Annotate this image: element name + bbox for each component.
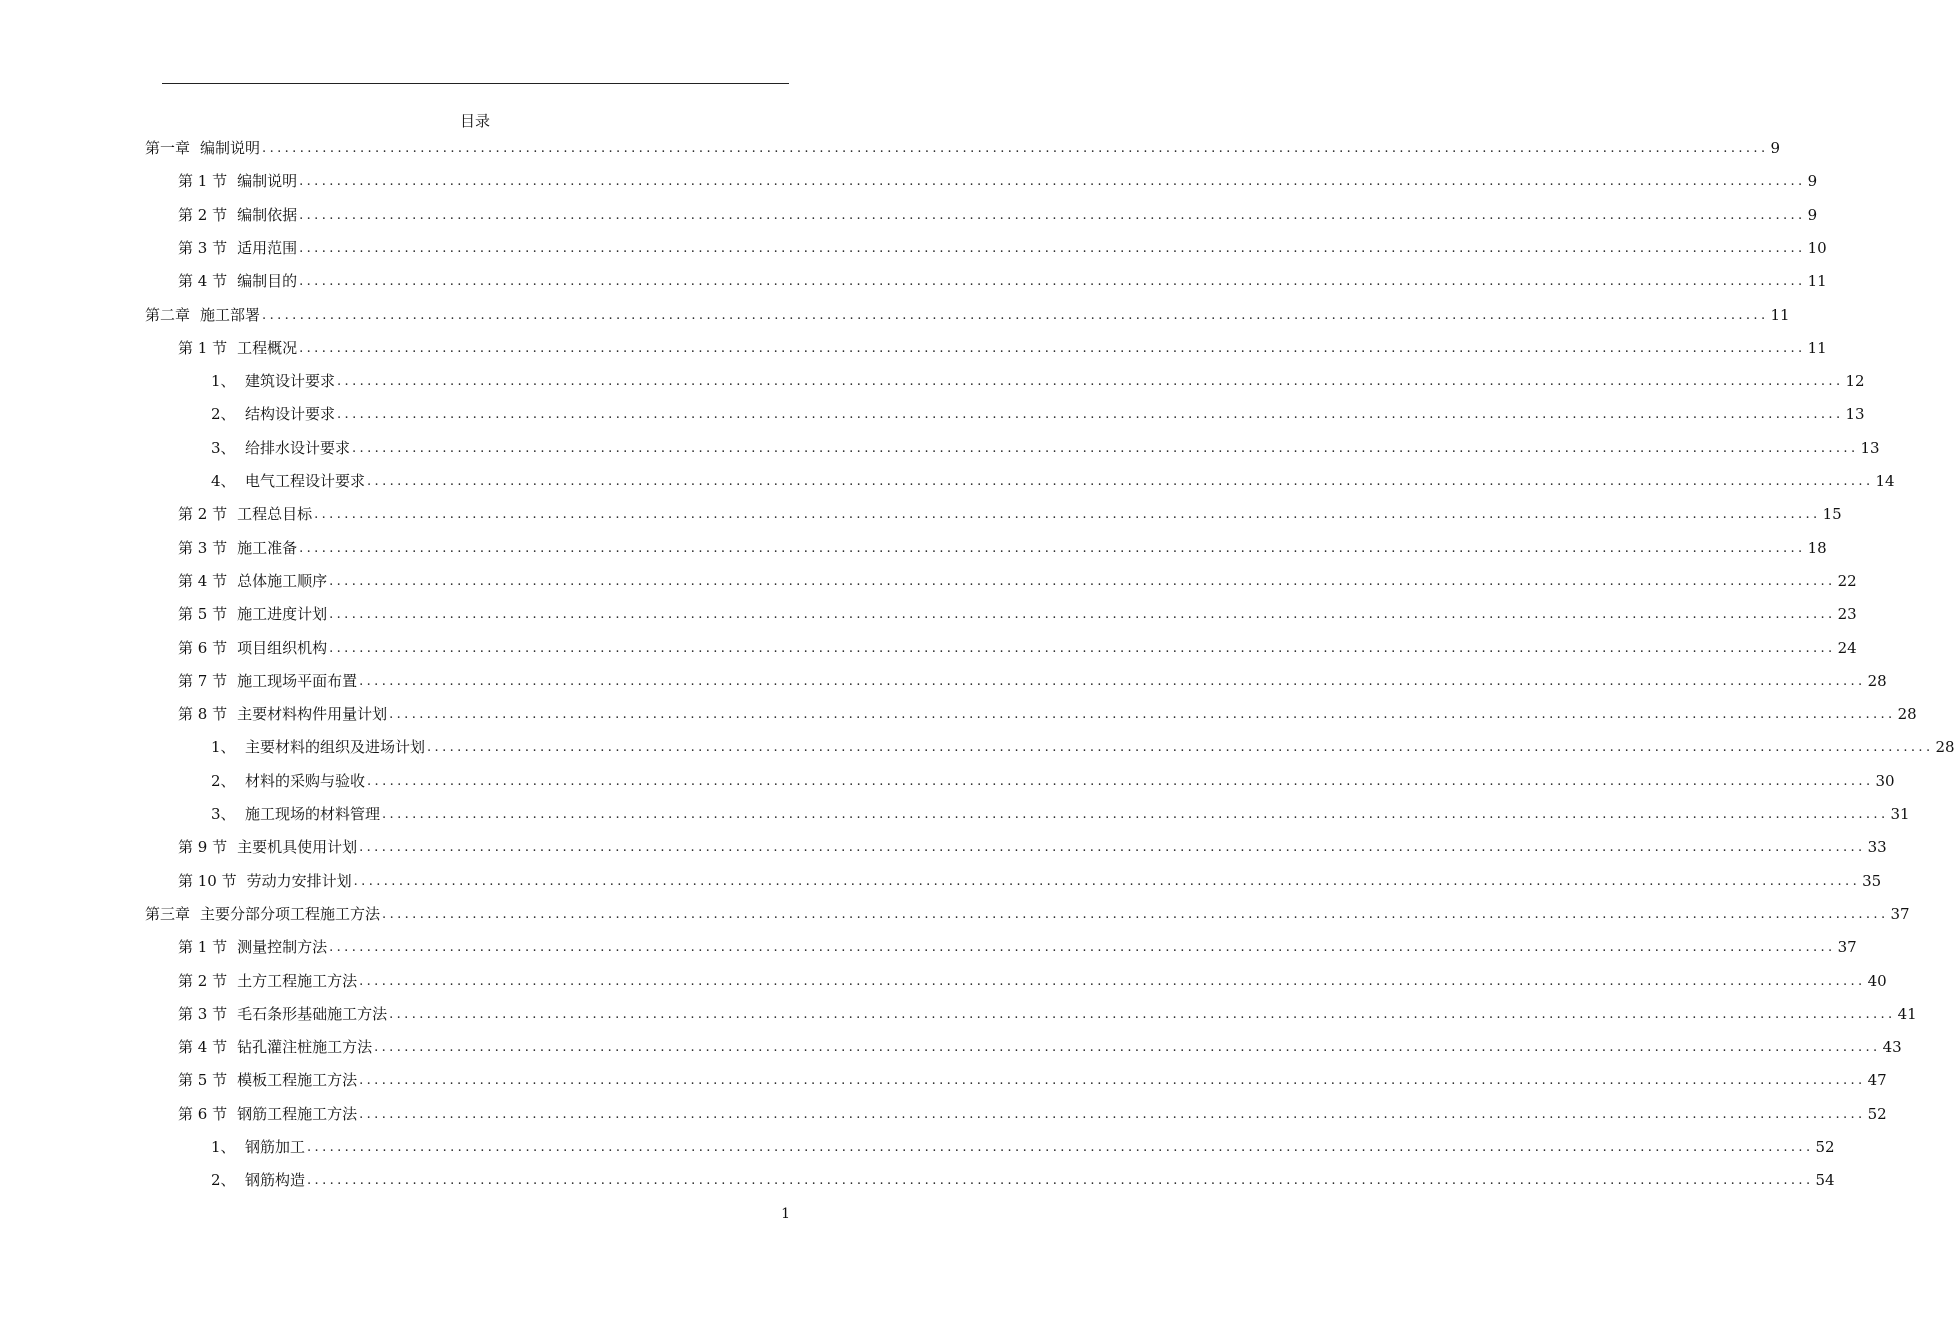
- toc-dot-leader: ........................................................................................................................................................................................................: [359, 840, 1866, 856]
- toc-entry[interactable]: [211, 1166, 1835, 1190]
- toc-entry-number: 4、: [211, 472, 236, 490]
- page-number: 1: [781, 1206, 790, 1222]
- toc-entry[interactable]: [178, 1100, 1887, 1124]
- toc-entry-number: 1、: [211, 372, 236, 391]
- toc-dot-leader: ........................................................................................................................................................................................................: [367, 773, 1874, 789]
- toc-entry[interactable]: [178, 634, 1857, 658]
- toc-entry[interactable]: [178, 867, 1882, 891]
- toc-dot-leader: ........................................................................................................................................................................................................: [374, 1040, 1881, 1056]
- toc-entry-number: 1、: [211, 738, 236, 757]
- toc-entry[interactable]: [145, 301, 1790, 325]
- toc-entry-label: 钢筋构造: [245, 1171, 306, 1190]
- toc-entry-label: 土方工程施工方法: [237, 971, 358, 990]
- toc-dot-leader: ........................................................................................................................................................................................................: [337, 374, 1844, 390]
- toc-entry-label: 钢筋加工: [245, 1138, 306, 1156]
- toc-entry-label: 编制说明: [237, 172, 298, 191]
- toc-entry[interactable]: [178, 833, 1887, 857]
- header-rule: [162, 83, 789, 84]
- toc-entry-page: 52: [1867, 1104, 1887, 1123]
- toc-entry-number: 第 2 节: [178, 971, 228, 990]
- toc-entry-number: 3、: [211, 438, 236, 457]
- toc-entry-number: 第二章: [145, 305, 191, 324]
- toc-entry-label: 建筑设计要求: [245, 372, 336, 391]
- toc-dot-leader: ........................................................................................................................................................................................................: [307, 1173, 1814, 1189]
- toc-dot-leader: ........................................................................................................................................................................................................: [382, 906, 1889, 922]
- toc-dot-leader: ........................................................................................................................................................................................................: [329, 940, 1836, 956]
- toc-dot-leader: ........................................................................................................................................................................................................: [314, 507, 1821, 523]
- toc-dot-leader: ........................................................................................................................................................................................................: [299, 240, 1806, 256]
- toc-entry[interactable]: [211, 467, 1895, 491]
- toc-entry-label: 适用范围: [237, 238, 298, 257]
- toc-entry-number: 第 2 节: [178, 505, 228, 524]
- toc-dot-leader: ........................................................................................................................................................................................................: [427, 740, 1934, 756]
- toc-entry-number: 第 9 节: [178, 838, 228, 857]
- toc-entry-label: 测量控制方法: [237, 938, 328, 957]
- toc-dot-leader: ........................................................................................................................................................................................................: [389, 707, 1896, 723]
- toc-entry-page: 28: [1897, 705, 1917, 724]
- toc-dot-leader: ........................................................................................................................................................................................................: [299, 340, 1806, 356]
- toc-entry[interactable]: [211, 767, 1895, 791]
- toc-entry-number: 第一章: [145, 139, 191, 157]
- toc-entry[interactable]: [211, 367, 1865, 391]
- toc-entry-page: 35: [1862, 871, 1882, 890]
- toc-entry-page: 41: [1897, 1004, 1917, 1023]
- toc-entry-number: 第 8 节: [178, 705, 228, 724]
- toc-entry[interactable]: [145, 134, 1781, 158]
- toc-entry-number: 第三章: [145, 904, 191, 923]
- toc-entry-number: 第 6 节: [178, 1104, 228, 1123]
- toc-entry-label: 钢筋工程施工方法: [237, 1104, 358, 1123]
- toc-entry-label: 项目组织机构: [237, 638, 328, 657]
- toc-entry-page: 9: [1807, 205, 1818, 224]
- toc-entry[interactable]: [145, 900, 1910, 924]
- toc-dot-leader: ........................................................................................................................................................................................................: [299, 274, 1806, 290]
- toc-entry-page: 23: [1837, 605, 1857, 624]
- toc-entry[interactable]: [178, 534, 1827, 558]
- toc-entry-page: 54: [1815, 1171, 1835, 1190]
- toc-entry[interactable]: [178, 600, 1857, 624]
- toc-entry-page: 28: [1867, 671, 1887, 690]
- toc-entry-label: 电气工程设计要求: [245, 472, 366, 490]
- toc-entry-page: 47: [1867, 1071, 1887, 1090]
- toc-entry-page: 40: [1867, 971, 1887, 990]
- toc-entry[interactable]: [178, 500, 1842, 524]
- toc-entry-label: 结构设计要求: [245, 405, 336, 424]
- toc-dot-leader: ........................................................................................................................................................................................................: [299, 540, 1806, 556]
- toc-entry[interactable]: [211, 800, 1910, 824]
- toc-dot-leader: ........................................................................................................................................................................................................: [353, 873, 1861, 889]
- toc-entry-label: 施工进度计划: [237, 605, 328, 624]
- toc-entry-page: 13: [1860, 438, 1880, 457]
- toc-entry[interactable]: [178, 1000, 1917, 1024]
- toc-entry-page: 37: [1890, 904, 1910, 923]
- toc-dot-leader: ........................................................................................................................................................................................................: [367, 474, 1874, 489]
- toc-dot-leader: ........................................................................................................................................................................................................: [359, 1073, 1866, 1089]
- toc-entry-page: 37: [1837, 938, 1857, 957]
- toc-entry[interactable]: [178, 933, 1857, 957]
- toc-entry-page: 33: [1867, 838, 1887, 857]
- toc-entry-page: 18: [1807, 538, 1827, 557]
- toc-dot-leader: ........................................................................................................................................................................................................: [299, 174, 1806, 190]
- toc-entry-number: 3、: [211, 805, 236, 823]
- toc-entry-label: 施工部署: [200, 305, 261, 324]
- toc-entry[interactable]: [178, 700, 1917, 724]
- toc-entry-number: 第 5 节: [178, 1071, 228, 1090]
- toc-entry-page: 28: [1935, 738, 1955, 757]
- toc-entry-page: 10: [1807, 238, 1827, 257]
- toc-dot-leader: ........................................................................................................................................................................................................: [389, 1006, 1896, 1022]
- toc-entry[interactable]: [178, 667, 1887, 691]
- toc-entry-label: 编制目的: [237, 272, 298, 291]
- toc-entry-label: 工程总目标: [237, 505, 313, 524]
- toc-dot-leader: ........................................................................................................................................................................................................: [382, 807, 1889, 822]
- toc-entry-page: 11: [1807, 338, 1827, 357]
- toc-entry-page: 9: [1807, 172, 1818, 191]
- toc-entry-label: 模板工程施工方法: [237, 1071, 358, 1090]
- toc-entry-page: 14: [1875, 472, 1895, 490]
- toc-entry-page: 9: [1770, 139, 1781, 157]
- toc-entry[interactable]: [178, 234, 1827, 258]
- toc-entry-number: 第 3 节: [178, 238, 228, 257]
- toc-entry-page: 15: [1822, 505, 1842, 524]
- toc-entry[interactable]: [211, 400, 1865, 424]
- toc-entry-number: 第 3 节: [178, 1004, 228, 1023]
- toc-title: 目录: [459, 112, 490, 130]
- toc-entry-number: 第 6 节: [178, 638, 228, 657]
- toc-dot-leader: ........................................................................................................................................................................................................: [299, 207, 1806, 223]
- toc-entry-number: 2、: [211, 771, 236, 790]
- toc-entry-label: 主要分部分项工程施工方法: [200, 904, 381, 923]
- toc-entry[interactable]: [178, 267, 1827, 291]
- toc-entry[interactable]: [211, 1133, 1835, 1157]
- toc-entry-page: 11: [1807, 272, 1827, 291]
- toc-entry-page: 43: [1882, 1038, 1902, 1057]
- toc-entry[interactable]: [178, 1033, 1902, 1057]
- toc-dot-leader: ........................................................................................................................................................................................................: [359, 673, 1866, 689]
- toc-entry-label: 钻孔灌注桩施工方法: [237, 1038, 373, 1057]
- toc-entry-label: 给排水设计要求: [245, 438, 351, 457]
- toc-entry-page: 13: [1845, 405, 1865, 424]
- toc-entry-number: 第 10 节: [178, 871, 237, 890]
- toc-entry-label: 主要材料构件用量计划: [237, 705, 388, 724]
- toc-entry-number: 第 4 节: [178, 272, 228, 291]
- toc-dot-leader: ........................................................................................................................................................................................................: [359, 1106, 1866, 1122]
- toc-entry-number: 第 7 节: [178, 671, 228, 690]
- toc-entry-number: 1、: [211, 1138, 236, 1156]
- toc-entry[interactable]: [178, 201, 1818, 225]
- toc-entry-number: 第 4 节: [178, 571, 228, 590]
- toc-dot-leader: ........................................................................................................................................................................................................: [359, 973, 1866, 989]
- toc-entry-label: 编制依据: [237, 205, 298, 224]
- toc-entry[interactable]: [178, 567, 1857, 591]
- toc-entry-label: 主要机具使用计划: [237, 838, 358, 857]
- toc-dot-leader: ........................................................................................................................................................................................................: [262, 307, 1769, 323]
- toc-entry-label: 施工现场的材料管理: [245, 805, 381, 823]
- toc-entry-page: 24: [1837, 638, 1857, 657]
- toc-entry-page: 52: [1815, 1138, 1835, 1156]
- toc-dot-leader: ........................................................................................................................................................................................................: [352, 440, 1859, 456]
- toc-entry[interactable]: [178, 1066, 1887, 1090]
- toc-entry-label: 编制说明: [200, 139, 261, 157]
- toc-entry-page: 31: [1890, 805, 1910, 823]
- toc-entry-number: 第 1 节: [178, 938, 228, 957]
- toc-dot-leader: ........................................................................................................................................................................................................: [262, 141, 1769, 156]
- toc-entry-number: 第 1 节: [178, 172, 228, 191]
- toc-entry-number: 第 3 节: [178, 538, 228, 557]
- toc-entry[interactable]: [211, 434, 1880, 458]
- toc-entry-number: 2、: [211, 405, 236, 424]
- toc-entry-number: 2、: [211, 1171, 236, 1190]
- toc-entry-label: 劳动力安排计划: [246, 871, 352, 890]
- toc-entry[interactable]: [178, 967, 1887, 991]
- toc-entry[interactable]: [211, 733, 1955, 757]
- toc-entry-page: 12: [1845, 372, 1865, 391]
- toc-dot-leader: ........................................................................................................................................................................................................: [329, 607, 1836, 623]
- toc-entry-label: 毛石条形基础施工方法: [237, 1004, 388, 1023]
- toc-entry-label: 主要材料的组织及进场计划: [245, 738, 426, 757]
- toc-entry-label: 施工准备: [237, 538, 298, 557]
- toc-entry-page: 11: [1770, 305, 1790, 324]
- toc-entry-number: 第 2 节: [178, 205, 228, 224]
- toc-entry-number: 第 1 节: [178, 338, 228, 357]
- toc-entry-label: 工程概况: [237, 338, 298, 357]
- toc-entry-page: 22: [1837, 571, 1857, 590]
- toc-entry-page: 30: [1875, 771, 1895, 790]
- toc-entry-label: 总体施工顺序: [237, 571, 328, 590]
- toc-dot-leader: ........................................................................................................................................................................................................: [307, 1140, 1814, 1155]
- toc-entry[interactable]: [178, 167, 1818, 191]
- toc-entry-number: 第 4 节: [178, 1038, 228, 1057]
- toc-dot-leader: ........................................................................................................................................................................................................: [329, 640, 1836, 656]
- toc-entry[interactable]: [178, 334, 1827, 358]
- toc-dot-leader: ........................................................................................................................................................................................................: [329, 573, 1836, 589]
- toc-entry-label: 材料的采购与验收: [245, 771, 366, 790]
- toc-entry-number: 第 5 节: [178, 605, 228, 624]
- toc-dot-leader: ........................................................................................................................................................................................................: [337, 407, 1844, 423]
- toc-entry-label: 施工现场平面布置: [237, 671, 358, 690]
